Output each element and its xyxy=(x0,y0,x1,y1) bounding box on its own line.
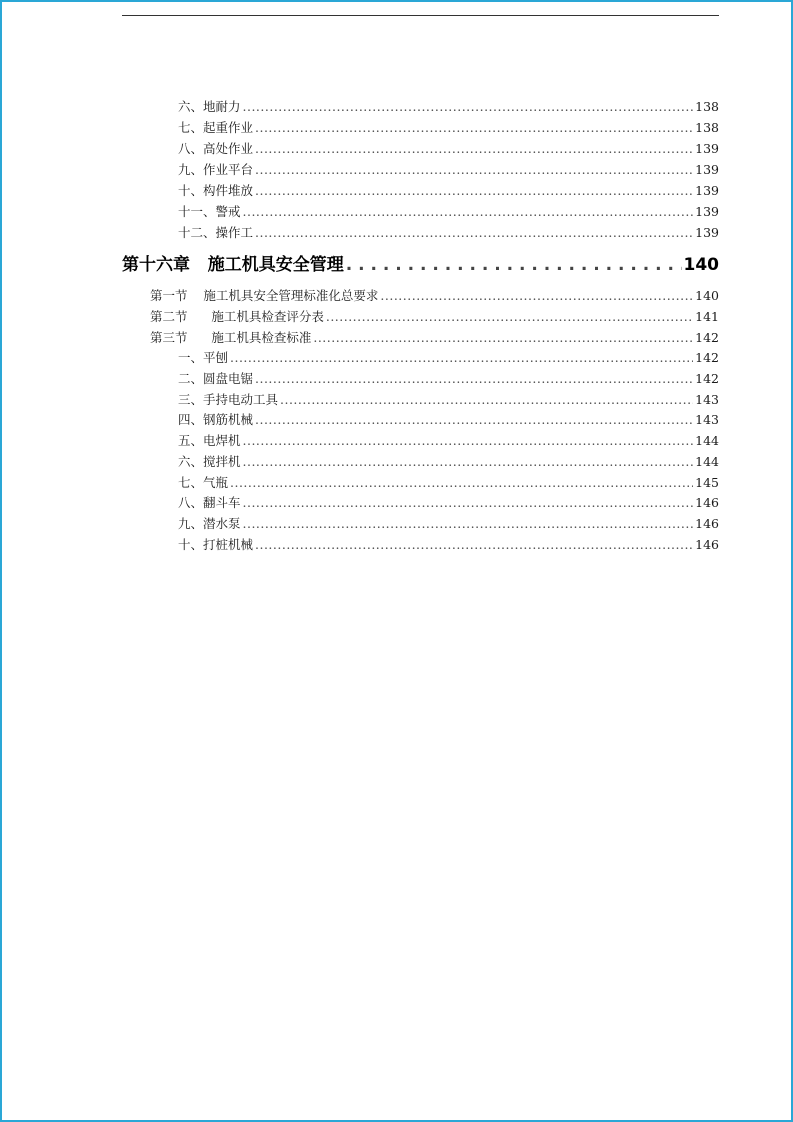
toc-entry-label: 九、潜水泵 xyxy=(178,516,241,531)
dot-leader xyxy=(243,515,694,533)
dot-leader xyxy=(326,308,693,326)
toc-chapter-entry[interactable] xyxy=(122,253,719,277)
section-page: 140 xyxy=(695,288,719,303)
toc-entry[interactable] xyxy=(178,370,719,388)
toc-entry-label: 六、地耐力 xyxy=(178,99,241,114)
toc-entry-page: 139 xyxy=(695,204,719,219)
dot-leader xyxy=(243,432,694,450)
toc-entry[interactable] xyxy=(178,182,719,200)
toc-entry-label: 六、搅拌机 xyxy=(178,454,241,469)
section-label: 第二节 施工机具检查评分表 xyxy=(150,309,324,324)
toc-entry[interactable] xyxy=(178,515,719,533)
dot-leader xyxy=(380,287,693,305)
toc-entry[interactable] xyxy=(178,432,719,450)
toc-section-entry[interactable] xyxy=(150,329,719,347)
toc-entry-page: 146 xyxy=(695,516,719,531)
toc-entry[interactable] xyxy=(178,161,719,179)
toc-entry[interactable] xyxy=(178,474,719,492)
dot-leader xyxy=(255,224,693,242)
toc-entry-page: 142 xyxy=(695,371,719,386)
toc-entry-page: 144 xyxy=(695,454,719,469)
section-page: 142 xyxy=(695,330,719,345)
dot-leader xyxy=(280,391,693,409)
toc-entry-page: 145 xyxy=(695,475,719,490)
dot-leader xyxy=(243,494,694,512)
toc-entry-page: 142 xyxy=(695,350,719,365)
dot-leader xyxy=(243,203,694,221)
toc-entry-label: 一、平刨 xyxy=(178,350,229,365)
toc-entry-label: 七、起重作业 xyxy=(178,120,254,135)
toc-entry-page: 144 xyxy=(695,433,719,448)
toc-entry-label: 十、构件堆放 xyxy=(178,183,254,198)
toc-section-entry[interactable] xyxy=(150,287,719,305)
dot-leader xyxy=(313,329,693,347)
dot-leader xyxy=(230,349,693,367)
dot-leader xyxy=(255,119,693,137)
toc-section-entry[interactable] xyxy=(150,308,719,326)
chapter-page: 140 xyxy=(683,255,719,275)
toc-entry[interactable] xyxy=(178,119,719,137)
dot-leader xyxy=(255,411,693,429)
toc-entry-label: 三、手持电动工具 xyxy=(178,392,279,407)
section-label: 第三节 施工机具检查标准 xyxy=(150,330,312,345)
toc-entry-page: 138 xyxy=(695,120,719,135)
toc-entry-page: 146 xyxy=(695,495,719,510)
toc-entry-page: 139 xyxy=(695,183,719,198)
toc-entry[interactable] xyxy=(178,391,719,409)
section-label: 第一节 施工机具安全管理标准化总要求 xyxy=(150,288,379,303)
toc-entry[interactable] xyxy=(178,98,719,116)
toc-entry[interactable] xyxy=(178,224,719,242)
toc-entry[interactable] xyxy=(178,494,719,512)
toc-entry-page: 143 xyxy=(695,392,719,407)
toc-entry-label: 七、气瓶 xyxy=(178,475,229,490)
dot-leader xyxy=(255,161,693,179)
toc-entry-label: 二、圆盘电锯 xyxy=(178,371,254,386)
toc-entry-page: 143 xyxy=(695,412,719,427)
dot-leader xyxy=(255,536,693,554)
toc-entry-label: 十二、操作工 xyxy=(178,225,254,240)
dot-leader xyxy=(346,253,682,277)
toc-entry[interactable] xyxy=(178,349,719,367)
toc-entry-label: 八、高处作业 xyxy=(178,141,254,156)
section-page: 141 xyxy=(695,309,719,324)
toc-entry-page: 139 xyxy=(695,162,719,177)
dot-leader xyxy=(255,140,693,158)
toc-entry-label: 九、作业平台 xyxy=(178,162,254,177)
dot-leader xyxy=(255,370,693,388)
toc-entry[interactable] xyxy=(178,453,719,471)
toc-entry-page: 139 xyxy=(695,141,719,156)
chapter-title: 第十六章 施工机具安全管理 xyxy=(122,255,344,275)
toc-entry-page: 139 xyxy=(695,225,719,240)
dot-leader xyxy=(230,474,693,492)
header-rule xyxy=(122,15,719,16)
toc-entry-page: 138 xyxy=(695,99,719,114)
toc-entry-label: 十、打桩机械 xyxy=(178,537,254,552)
toc-entry[interactable] xyxy=(178,411,719,429)
toc-entry[interactable] xyxy=(178,536,719,554)
toc-entry-label: 十一、警戒 xyxy=(178,204,241,219)
dot-leader xyxy=(255,182,693,200)
toc-entry[interactable] xyxy=(178,140,719,158)
toc-entry-label: 四、钢筋机械 xyxy=(178,412,254,427)
toc-entry-page: 146 xyxy=(695,537,719,552)
toc-entry-label: 五、电焊机 xyxy=(178,433,241,448)
toc-entry[interactable] xyxy=(178,203,719,221)
dot-leader xyxy=(243,98,694,116)
dot-leader xyxy=(243,453,694,471)
toc-entry-label: 八、翻斗车 xyxy=(178,495,241,510)
